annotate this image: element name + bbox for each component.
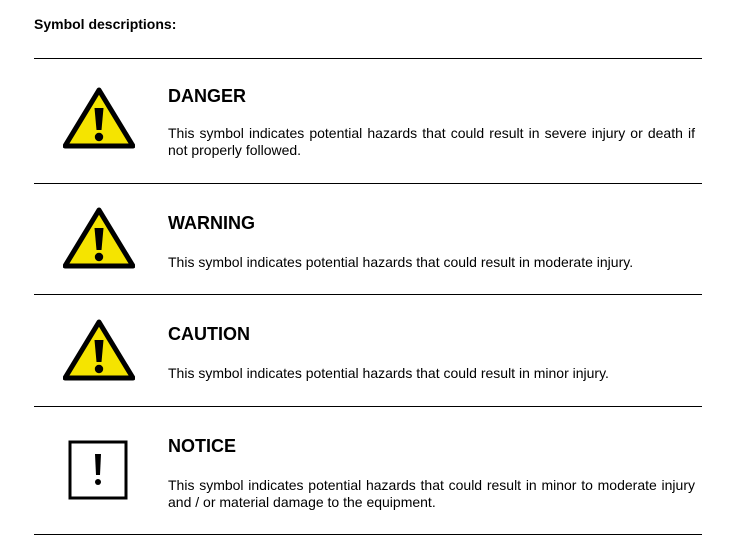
caution-title: CAUTION	[168, 324, 250, 344]
warning-triangle-icon	[63, 318, 135, 382]
caution-description: This symbol indicates potential hazards that could result in minor injury.	[168, 365, 609, 381]
notice-title: NOTICE	[168, 436, 237, 456]
notice-square-icon	[68, 440, 128, 500]
divider	[34, 534, 702, 535]
divider	[34, 406, 702, 407]
danger-description: This symbol indicates potential hazards that could result in severe injury or death if not properly followed.	[168, 125, 695, 158]
divider	[34, 183, 702, 184]
warning-description: This symbol indicates potential hazards that could result in moderate injury.	[168, 254, 634, 270]
warning-triangle-icon	[63, 86, 135, 150]
danger-title: DANGER	[168, 86, 247, 106]
notice-description: This symbol indicates potential hazards that could result in minor to moderate injury and / or material damage to the equipment.	[168, 477, 695, 510]
divider	[34, 58, 702, 59]
warning-title: WARNING	[168, 213, 255, 233]
warning-triangle-icon	[63, 206, 135, 270]
page-title: Symbol descriptions:	[34, 16, 177, 32]
divider	[34, 294, 702, 295]
